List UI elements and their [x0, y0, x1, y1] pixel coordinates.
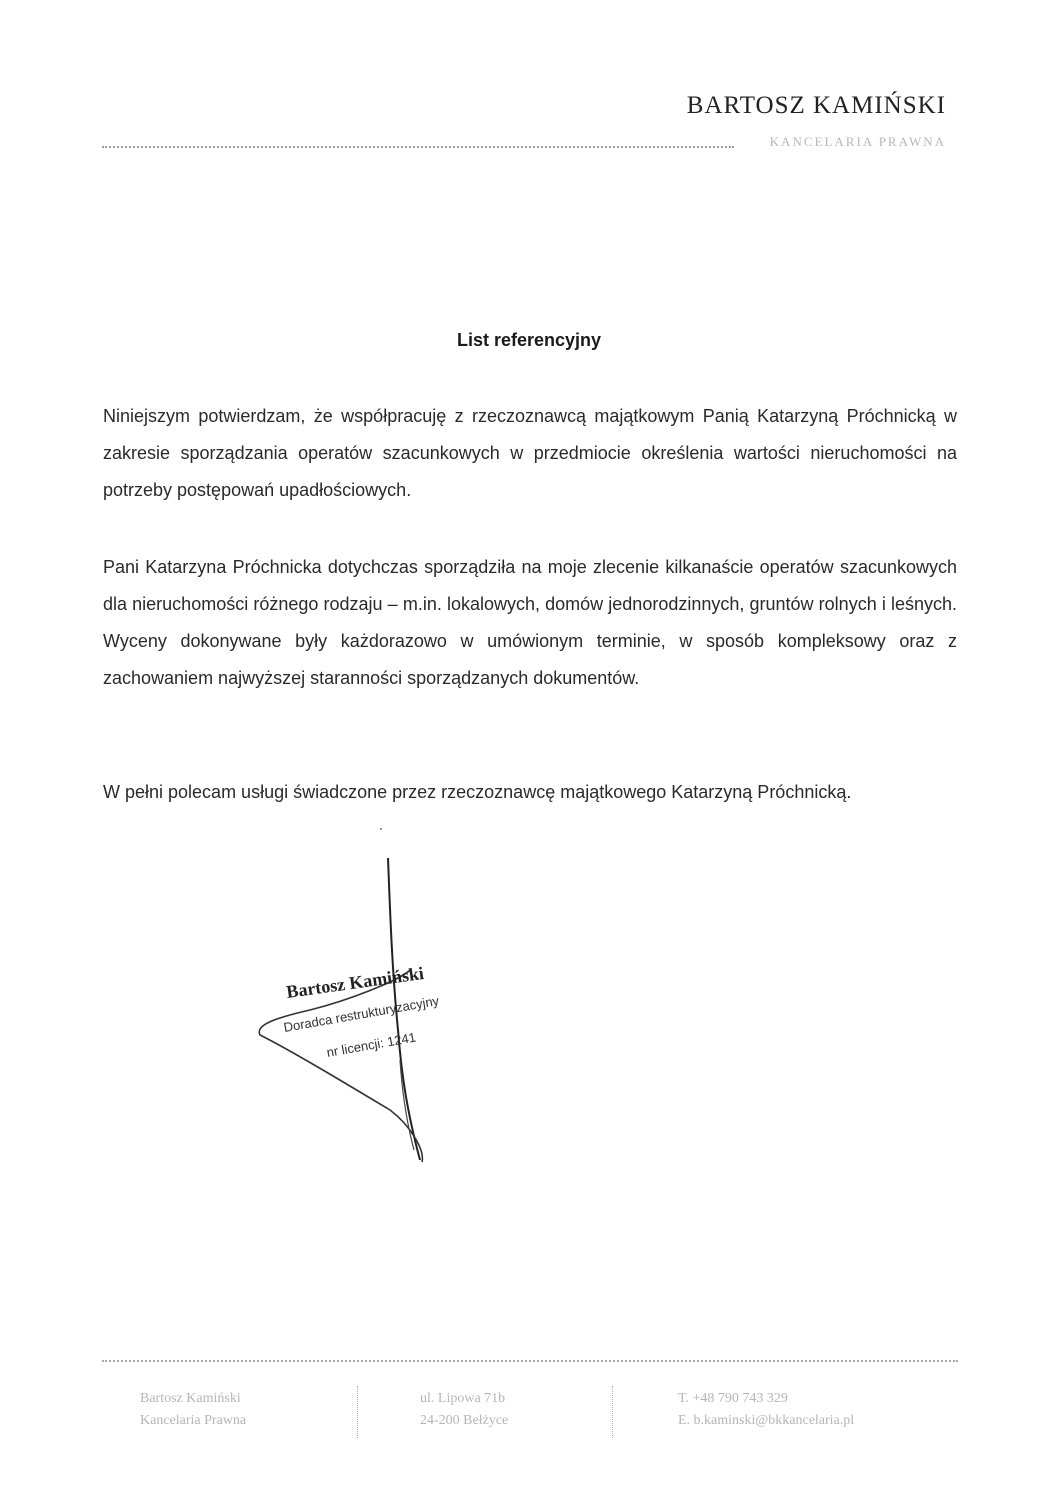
footer-company — [140, 1388, 246, 1432]
footer-street: ul. Lipowa 71b — [420, 1391, 506, 1406]
footer-city: 24-200 Bełżyce — [420, 1413, 509, 1428]
document-title: List referencyjny — [456, 330, 602, 350]
footer-address — [420, 1388, 508, 1432]
letterhead-name: BARTOSZ KAMIŃSKI — [686, 92, 946, 119]
footer-email: E. b.kaminski@bkkancelaria.pl — [678, 1413, 855, 1428]
paragraph-3: W pełni polecam usługi świadczone przez rzeczoznawcę majątkowego Katarzyną Próchnicką. — [103, 782, 852, 802]
footer-phone: T. +48 790 743 329 — [678, 1391, 788, 1406]
paragraph-2: Pani Katarzyna Próchnicka dotychczas sporządziła na moje zlecenie kilkanaście operatów szacunkowych dla nieruchomości różnego rodzaju – m.in. lokalowych, domów jednorodzinnych, gruntów rolnych i leśnych. Wyceny dokonywane były każdorazowo w umówionym terminie, w sposób kompleksowy oraz z zachowaniem najwyższej staranności sporządzanych dokumentów. — [103, 557, 957, 688]
header-divider — [102, 146, 734, 148]
stamp-name: Bartosz Kamiński — [285, 962, 426, 1003]
footer-contact — [678, 1388, 854, 1432]
footer-separator — [357, 1386, 358, 1438]
footer-separator — [612, 1386, 613, 1438]
footer-company-name: Bartosz Kamiński — [140, 1391, 241, 1406]
stamp-role: Doradca restrukturyzacyjny — [282, 992, 441, 1035]
footer-divider — [102, 1360, 958, 1362]
letterhead-subtitle: KANCELARIA PRAWNA — [769, 134, 946, 149]
stamp-license: nr licencji: 1241 — [325, 1029, 417, 1060]
paragraph-1: Niniejszym potwierdzam, że współpracuję z rzeczoznawcą majątkowym Panią Katarzyną Próchnicką w zakresie sporządzania operatów szacunkowych w przedmiocie określenia wartości nieruchomości na potrzeby postępowań upadłościowych. — [103, 406, 957, 500]
footer-company-type: Kancelaria Prawna — [140, 1413, 247, 1428]
scan-speck — [380, 828, 382, 830]
